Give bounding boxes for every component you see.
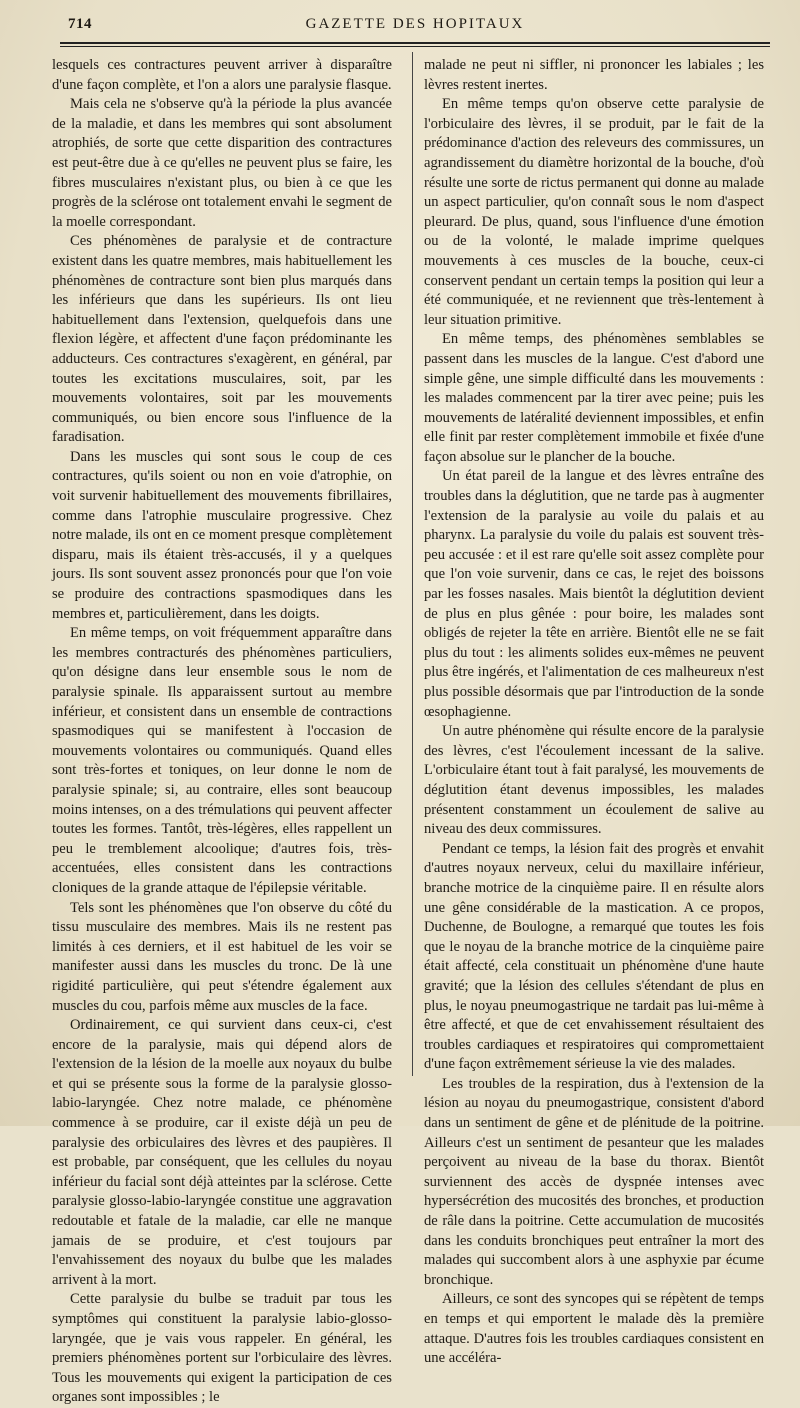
page-header — [60, 16, 770, 40]
paragraph: Ces phénomènes de paralysie et de contracture existent dans les quatre membres, mais habituellement les phénomènes de contracture sont bien plus marqués dans les inférieurs que dans les supérieurs. Ils ont lieu habituellement dans l'extension, quelquefois dans une flexion légère, et affectent d'une façon prédominante les adducteurs. Ces contractures s'exagèrent, en général, par toutes les excitations musculaires, soit, par les mouvements volontaires, soit par les mouvements communiqués, ou bien encore sous l'influence de la faradisation. — [52, 233, 392, 446]
header-rule — [60, 42, 770, 44]
paragraph: Un autre phénomène qui résulte encore de la paralysie des lèvres, c'est l'écoulement incessant de la salive. L'orbiculaire étant tout à fait paralysé, les mouvements de déglutition étant devenus impossibles, les malades présentent constamment un écoulement de salive au niveau des deux commissures. — [424, 723, 764, 838]
paragraph: En même temps, des phénomènes semblables se passent dans les muscles de la langue. C'est d'abord une simple gêne, une simple difficulté dans les mouvements : les malades commencent par la tirer avec peine; puis les mouvements de latéralité deviennent impossibles, et enfin elle finit par rester complètement immobile et fixée d'une façon absolue sur le plancher de la bouche. — [424, 331, 764, 465]
paragraph: Cette paralysie du bulbe se traduit par tous les symptômes qui constituent la paralysie labio-glosso-laryngée, que je vais vous rappeler. En général, les premiers phénomènes portent sur l'orbiculaire des lèvres. Tous les mouvements qui exigent la participation de ces organes sont impossibles ; le — [52, 1291, 392, 1406]
paragraph: malade ne peut ni siffler, ni prononcer les labiales ; les lèvres restent inertes. — [424, 57, 764, 93]
page-number: 714 — [68, 16, 92, 32]
column-divider — [412, 52, 413, 1076]
paragraph: lesquels ces contractures peuvent arriver à disparaître d'une façon complète, et l'on a alors une paralysie flasque. — [52, 57, 392, 93]
paragraph: En même temps qu'on observe cette paralysie de l'orbiculaire des lèvres, il se produit, par le fait de la prédominance d'action des releveurs des commissures, un agrandissement du diamètre horizontal de la bouche, d'où résulte une sorte de rictus permanent qui donne au malade un aspect particulier, qu'on connaît sous le nom d'aspect pleurard. De plus, quand, sous l'influence d'une émotion ou de la volonté, le malade imprime quelques mouvements à ces muscles de la bouche, ceux-ci conservent pendant un certain temps la position qui leur a été communiquée, et ne reviennent que très-lentement à leur situation primitive. — [424, 96, 764, 328]
journal-title: GAZETTE DES HOPITAUX — [305, 16, 525, 32]
paragraph: Mais cela ne s'observe qu'à la période la plus avancée de la maladie, et dans les membres qui sont absolument atrophiés, de sorte que cette disparition des contractures est peut-être due à ce qu'elles ne peuvent plus se faire, les fibres musculaires n'existant plus, ou bien à ce que les progrès de la sclérose ont totalement envahi le segment de la moelle correspondant. — [52, 96, 392, 230]
paragraph: En même temps, on voit fréquemment apparaître dans les membres contracturés des phénomènes particuliers, qu'on désigne dans leur ensemble sous le nom de paralysie spinale. Ils apparaissent surtout au membre inférieur, et consistent dans un ensemble de contractions spasmodiques qui se manifestent à l'occasion de mouvements volontaires ou communiqués. Quand elles sont très-fortes et toniques, on leur donne le nom de paralysie spinale; si, au contraire, elles sont beaucoup moins intenses, on a des trémulations qui peuvent affecter toutes les formes. Tantôt, très-légères, elles rappellent un peu le tremblement alcoolique; d'autres fois, très-accentuées, elles consistent dans les contractions cloniques de la grande attaque de l'épilepsie véritable. — [52, 625, 392, 896]
paragraph: Ordinairement, ce qui survient dans ceux-ci, c'est encore de la paralysie, mais qui dépend alors de l'extension de la lésion de la moelle aux noyaux du bulbe et qui se présente sous la forme de la paralysie glosso-labio-laryngée. Chez notre malade, ce phénomène commence à se produire, car il existe déjà un peu de paralysie des orbiculaires des lèvres et des paupières. Il est probable, par conséquent, que les cellules du noyau inférieur du facial sont déjà atteintes par la sclérose. Cette paralysie glosso-labio-laryngée constitue une aggravation redoutable et fatale de la maladie, car elle ne manque jamais de se produire, et c'est toujours par l'envahissement des noyaux du bulbe que les malades arrivent à la mort. — [52, 1017, 392, 1288]
left-column — [52, 56, 392, 1408]
paragraph: Les troubles de la respiration, dus à l'extension de la lésion au noyau du pneumogastrique, consistent d'abord dans un sentiment de gêne et de plénitude de la poitrine. Ailleurs c'est un sentiment de pesanteur que les malades perçoivent au niveau de la base du thorax. Bientôt surviennent des accès de dyspnée intenses avec hypersécrétion des mucosités des bronches, et production de râle dans la poitrine. Cette accumulation de mucosités dans les conduits bronchiques peut entraîner la mort des malades qui succombent alors à une asphyxie par écume bronchique. — [424, 1075, 764, 1288]
paragraph: Un état pareil de la langue et des lèvres entraîne des troubles dans la déglutition, que ne tarde pas à augmenter l'extension de la paralysie au voile du palais et au pharynx. La paralysie du voile du palais est souvent très-peu accusée : et il est rare qu'elle soit assez complète pour que l'on voie survenir, dans ce cas, le rejet des boissons par les fosses nasales. Mais bientôt la déglutition devient de plus en plus gênée : pour boire, les malades sont obligés de rejeter la tête en arrière. Bientôt elle ne se fait plus du tout : les aliments solides eux-mêmes ne peuvent plus être ingérés, et l'alimentation de ces malheureux n'est plus possible désormais que par l'introduction de la sonde œsophagienne. — [424, 468, 764, 720]
header-rule-thin — [60, 46, 770, 47]
paragraph: Ailleurs, ce sont des syncopes qui se répètent de temps en temps et qui emportent le malade dès la première attaque. D'autres fois les troubles cardiaques consistent en une accéléra- — [424, 1291, 764, 1367]
right-column — [424, 56, 764, 1369]
paragraph: Dans les muscles qui sont sous le coup de ces contractures, qu'ils soient ou non en voie d'atrophie, on voit survenir habituellement des mouvements fibrillaires, comme dans l'atrophie musculaire progressive. Chez notre malade, ils ont en ce moment presque complètement disparu, mais ils étaient très-accusés, il y a quelques jours. Ils sont souvent assez prononcés pour que l'on voie se produire des contractions spasmodiques dans les membres et, particulièrement, dans les doigts. — [52, 448, 393, 622]
paragraph: Pendant ce temps, la lésion fait des progrès et envahit d'autres noyaux nerveux, celui du maxillaire inférieur, branche motrice de la cinquième paire. Il en résulte alors une gêne considérable de la mastication. A ce propos, Duchenne, de Boulogne, a remarqué que toutes les fois que le noyau de la branche motrice de la cinquième paire était affecté, cela constituait un phénomène d'une haute gravité; que la lésion des cellules s'étendant de plus en plus, le noyau pneumogastrique ne tardait pas lui-même à être affecté, et que de cet envahissement résultaient des troubles cardiaques et respiratoires qui compromettaient d'une façon extrêmement sérieuse la vie des malades. — [424, 840, 764, 1073]
paragraph: Tels sont les phénomènes que l'on observe du côté du tissu musculaire des membres. Mais ils ne restent pas limités à ces derniers, et il est habituel de les voir se manifester aussi dans les muscles du tronc. De là une rigidité particulière, qui peut s'étendre également aux muscles du cou, parfois même aux muscles de la face. — [52, 899, 392, 1014]
